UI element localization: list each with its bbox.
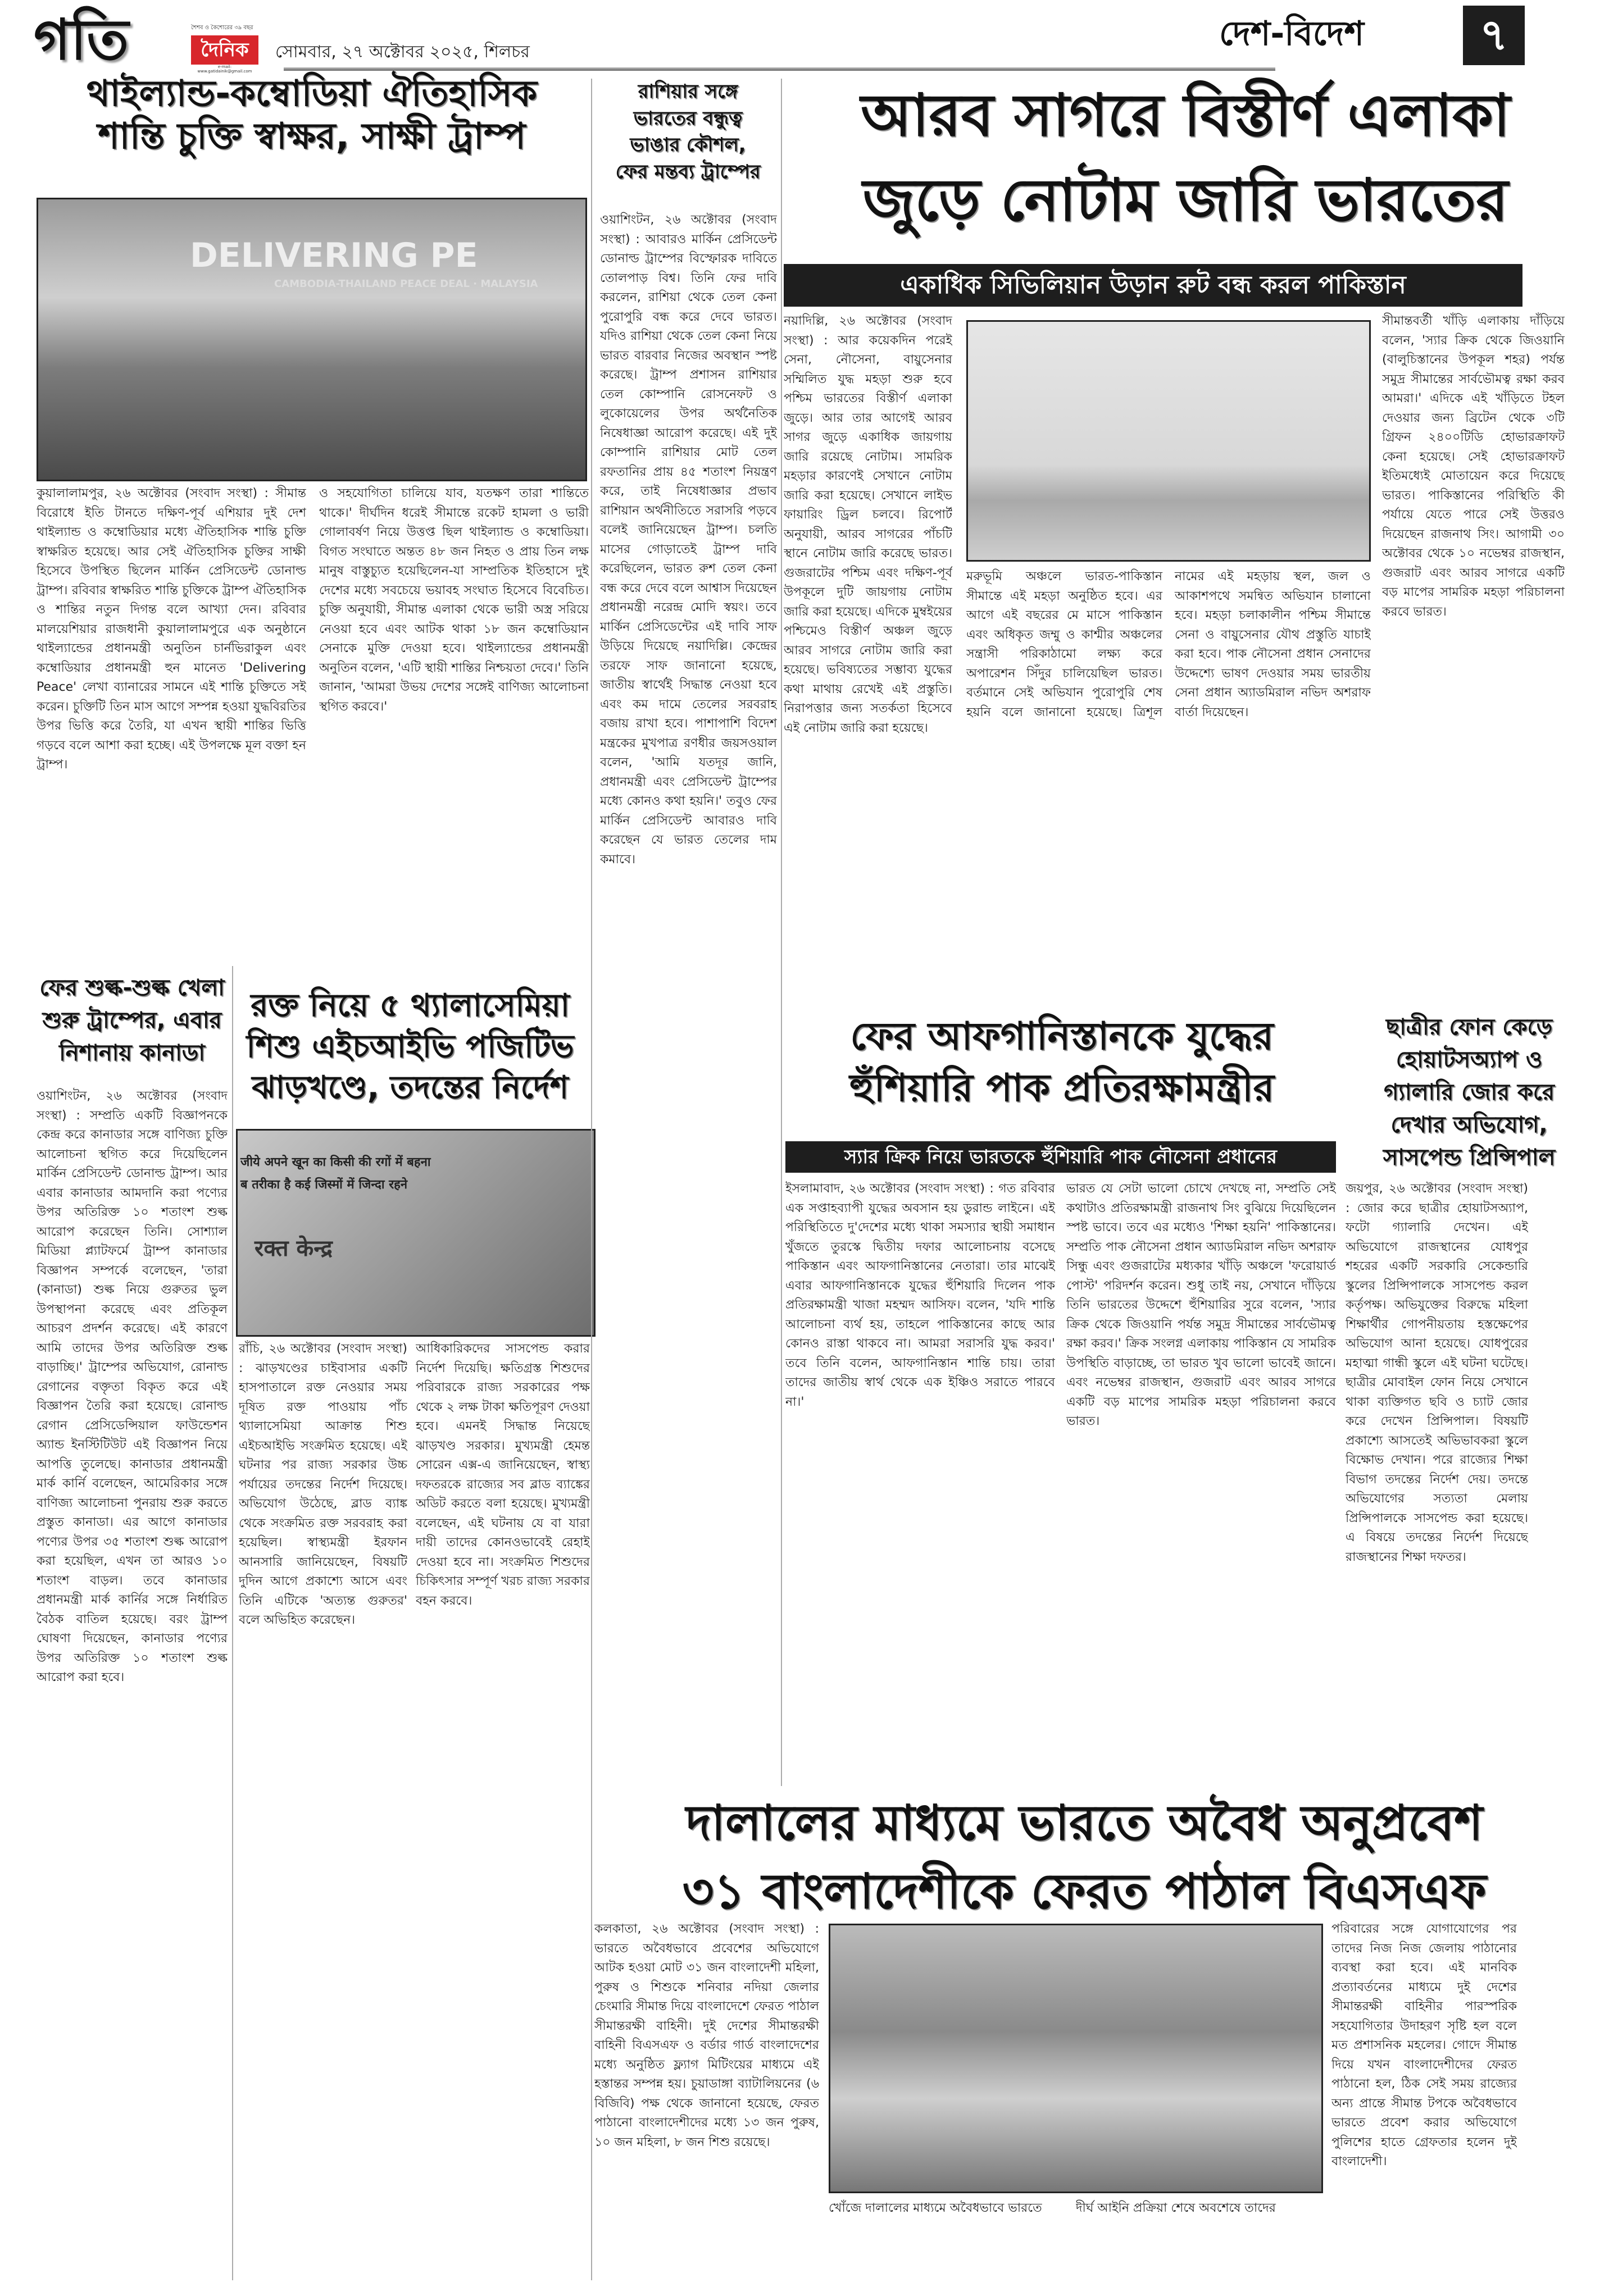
page-number: ৭ [1463, 6, 1525, 65]
article-body-column: ওয়াশিংটন, ২৬ অক্টোবর (সংবাদ সংস্থা) : আবারও মার্কিন প্রেসিডেন্ট ডোনাল্ড ট্রাম্পের বিস্ফোরক দাবিতে তোলপাড় বিশ্ব। তিনি ফের দাবি করলেন, রাশিয়া থেকে তেল কেনা পুরোপুরি বন্ধ করে দেবে ভারত। যদিও রাশিয়া থেকে তেল কেনা নিয়ে ভারত বারবার নিজের অবস্থান স্পষ্ট করেছে। ট্রাম্প প্রশাসন রাশিয়ার তেল কোম্পানি রোসনেফট ও লুকোয়েলের উপর অর্থনৈতিক নিষেধাজ্ঞা আরোপ করেছে। এই দুই কোম্পানি রাশিয়ার মোট তেল রফতানির প্রায় ৪৫ শতাংশ নিয়ন্ত্রণ করে, তাই নিষেধাজ্ঞার প্রভাব রাশিয়ান অর্থনীতিতে সরাসরি পড়বে বলেই জানিয়েছেন ট্রাম্প। চলতি মাসের গোড়াতেই ট্রাম্প দাবি করেছিলেন, ভারত রুশ তেল কেনা বন্ধ করে দেবে বলে আশ্বাস দিয়েছেন প্রধানমন্ত্রী নরেন্দ্র মোদি স্বয়ং। তবে মার্কিন প্রেসিডেন্টের এই দাবি সাফ উড়িয়ে দিয়েছে নয়াদিল্লি। কেন্দ্রের তরফে সাফ জানানো হয়েছে, জাতীয় স্বার্থেই সিদ্ধান্ত নেওয়া হবে এবং কম দামে তেলের সরবরাহ বজায় রাখা হবে। পাশাপাশি বিদেশ মন্ত্রকের মুখপাত্র রণধীর জয়সওয়াল বলেন, 'আমি যতদূর জানি, প্রধানমন্ত্রী এবং প্রেসিডেন্ট ট্রাম্পের মধ্যে কোনও কথা হয়নি।' তবুও ফের মার্কিন প্রেসিডেন্ট আবারও দাবি করেছেন যে ভারত তেলের দাম কমাবে। [600, 213, 777, 867]
article-body-column: নয়াদিল্লি, ২৬ অক্টোবর (সংবাদ সংস্থা) : আর কয়েকদিন পরেই সেনা, নৌসেনা, বায়ুসেনার সম্মিলিত যুদ্ধ মহড়া শুরু হবে পশ্চিম ভারতের বিস্তীর্ণ এলাকা জুড়ে। আর তার আগেই আরব সাগর জুড়ে একাধিক জায়গায় জারি রয়েছে নোটাম। সামরিক মহড়ার কারণেই সেখানে নোটাম জারি করা হয়েছে। সেখানে লাইভ ফায়ারিং ড্রিল চলবে। রিপোর্ট অনুযায়ী, আরব সাগরের পাঁচটি স্থানে নোটাম জারি করেছে ভারত। গুজরাটের পশ্চিম এবং দক্ষিণ-পূর্ব উপকূলে দুটি জায়গায় নোটাম জারি করা হয়েছে। এদিকে মুম্বইয়ের পশ্চিমেও বিস্তীর্ণ অঞ্চল জুড়ে আরব সাগরে নোটাম জারি করা হয়েছে। ভবিষ্যতের সম্ভাব্য যুদ্ধের কথা মাথায় রেখেই এই প্রস্তুতি। নিরাপত্তার জন্য সতর্কতা হিসেবে এই নোটাম জারি করা হয়েছে। [784, 314, 952, 735]
headline-line: শান্তি চুক্তি স্বাক্ষর, সাক্ষী ট্রাম্প [98, 115, 526, 157]
brand-tagline: শৈশব ও কৈশোরের ৩৯ বছর [191, 25, 253, 31]
headline-line: আরব সাগরে বিস্তীর্ণ এলাকা [861, 81, 1510, 149]
newspaper-logo: গতি [34, 6, 129, 72]
photo-missile-launch [966, 320, 1371, 562]
article-body-column: সীমান্তবর্তী খাঁড়ি এলাকায় দাঁড়িয়ে বলেন, 'স্যার ক্রিক থেকে জিওয়ানি (বালুচিস্তানের উপকূল শহর) পর্যন্ত সমুদ্র সীমান্তের সার্বভৌমত্ব রক্ষা করব আমরা।' এদিকে এই খাঁড়িতে টহল দেওয়ার জন্য ব্রিটেন থেকে ৩টি গ্রিফন ২৪০০টিডি হোভারক্রাফট কেনা হয়েছে। সেই হোভারক্রাফট ইতিমধ্যেই মোতায়েন করে দিয়েছে ভারত। পাকিস্তানের পরিস্থিতি কী পর্যায়ে যেতে পারে সেই উত্তরও দিয়েছেন রাজনাথ সিং। আগামী ৩০ অক্টোবর থেকে ১০ নভেম্বর রাজস্থান, গুজরাট এবং আরব সাগরে একটি বড় মাপের সামরিক মহড়া পরিচালনা করবে ভারত। [1382, 314, 1565, 619]
headline-line: রাশিয়ার সঙ্গে [638, 80, 738, 103]
headline-notam [784, 73, 1587, 243]
headline-line: শুরু ট্রাম্পের, এবার [42, 1008, 222, 1033]
section-title: দেশ-বিদেশ [1219, 14, 1364, 53]
headline-line: ফের শুল্ক-শুল্ক খেলা [39, 975, 225, 1001]
headline-principal [1346, 1011, 1593, 1174]
headline-line: ফের আফগানিস্তানকে যুদ্ধের [850, 1014, 1274, 1059]
dateline: সোমবার, ২৭ অক্টোবর ২০২৫, শিলচর [275, 42, 530, 62]
photo-blood-centre [236, 1129, 596, 1337]
headline-afghanistan [784, 1011, 1340, 1114]
headline-thalassemia [236, 986, 584, 1108]
headline-line: দেখার অভিযোগ, [1390, 1112, 1548, 1138]
headline-line: হুঁশিয়ারি পাক প্রতিরক্ষামন্ত্রীর [849, 1065, 1274, 1110]
photo-bsf-handover [829, 1924, 1323, 2193]
photo-banner-subtext: CAMBODIA-THAILAND PEACE DEAL · MALAYSIA [274, 278, 538, 290]
headline-line: ছাত্রীর ফোন কেড়ে [1385, 1014, 1553, 1040]
article-body-column: কুয়ালালামপুর, ২৬ অক্টোবর (সংবাদ সংস্থা) : সীমান্ত বিরোধে ইতি টানতে দক্ষিণ-পূর্ব এশিয়ার দুই দেশ থাইল্যান্ড ও কম্বোডিয়ার মধ্যে ঐতিহাসিক শান্তি চুক্তি স্বাক্ষরিত হয়েছে। আর সেই ঐতিহাসিক চুক্তির সাক্ষী হিসেবে উপস্থিত ছিলেন মার্কিন প্রেসিডেন্ট ডোনাল্ড ট্রাম্প। রবিবার স্বাক্ষরিত শান্তি চুক্তিকে ট্রাম্প ঐতিহাসিক ও শান্তির নতুন দিগন্ত বলে আখ্যা দেন। রবিবার মালয়েশিয়ার রাজধানী কুয়ালালামপুরে এক অনুষ্ঠানে থাইল্যান্ডের প্রধানমন্ত্রী অনুতিন চার্নভিরাকুল এবং কম্বোডিয়ার প্রধানমন্ত্রী হুন মানেত 'Delivering Peace' লেখা ব্যানারের সামনে এই শান্তি চুক্তিতে সই করেন। চুক্তিটি তিন মাস আগে সম্পন্ন হওয়া যুদ্ধবিরতির উপর ভিত্তি করে তৈরি, যা এখন স্থায়ী শান্তির ভিত্তি গড়বে বলে আশা করা হচ্ছে। এই উপলক্ষে মূল বক্তা হন ট্রাম্প। [37, 486, 306, 772]
article-body-column: ও সহযোগিতা চালিয়ে যাব, যতক্ষণ তারা শান্তিতে থাকে।' দীর্ঘদিন ধরেই সীমান্তে রকেট হামলা ও ভারী গোলাবর্ষণ নিয়ে উত্তপ্ত ছিল থাইল্যান্ড ও কম্বোডিয়া। বিগত সংঘাতে অন্তত ৪৮ জন নিহত ও প্রায় তিন লক্ষ মানুষ বাস্তুচ্যুত হয়েছিলেন-যা সাম্প্রতিক ইতিহাসে দুই দেশের মধ্যে সবচেয়ে ভয়াবহ সংঘাত হিসেবে বিবেচিত। চুক্তি অনুযায়ী, সীমান্ত এলাকা থেকে ভারী অস্ত্র সরিয়ে নেওয়া হবে এবং আটক থাকা ১৮ জন কম্বোডিয়ান সেনাকে মুক্তি দেওয়া হবে। থাইল্যান্ডের প্রধানমন্ত্রী অনুতিন বলেন, 'এটি স্থায়ী শান্তির নিশ্চয়তা দেবে।' তিনি জানান, 'আমরা উভয় দেশের সঙ্গেই বাণিজ্য আলোচনা স্থগিত করবে।' [319, 486, 589, 714]
article-body-column: রাঁচি, ২৬ অক্টোবর (সংবাদ সংস্থা) : ঝাড়খণ্ডের চাইবাসার একটি হাসপাতালে রক্ত নেওয়ার সময় দূষিত রক্ত পাওয়ায় পাঁচ থ্যালাসেমিয়া আক্রান্ত শিশু এইচআইভি সংক্রমিত হয়েছে। এই ঘটনার পর রাজ্য সরকার উচ্চ পর্যায়ের তদন্তের নির্দেশ দিয়েছে। অভিযোগ উঠেছে, ব্লাড ব্যাঙ্ক থেকে সংক্রমিত রক্ত সরবরাহ করা হয়েছিল। স্বাস্থ্যমন্ত্রী ইরফান আনসারি জানিয়েছেন, বিষয়টি দুদিন আগে প্রকাশ্যে আসে এবং তিনি এটিকে 'অত্যন্ত গুরুতর' বলে অভিহিত করেছেন। [239, 1342, 407, 1627]
headline-line: ঝাড়খণ্ডে, তদন্তের নির্দেশ [252, 1069, 569, 1106]
photo-banner-text: DELIVERING PE [190, 236, 478, 275]
headline-line: রক্ত নিয়ে ৫ থ্যালাসেমিয়া [251, 987, 570, 1024]
photo-caption: দীর্ঘ আইনি প্রক্রিয়া শেষে অবশেষে তাদের [1076, 2201, 1276, 2215]
headline-tariff-canada [31, 972, 233, 1069]
headline-line: ভাঙার কৌশল, [630, 134, 746, 157]
article-body-column: আধিকারিকদের সাসপেন্ড করার নির্দেশ দিয়েছি। ক্ষতিগ্রস্ত শিশুদের পরিবারকে রাজ্য সরকারের পক্ষ থেকে ২ লক্ষ টাকা ক্ষতিপূরণ দেওয়া হবে। এমনই সিদ্ধান্ত নিয়েছে ঝাড়খণ্ড সরকার। মুখ্যমন্ত্রী হেমন্ত সোরেন এক্স-এ জানিয়েছেন, স্বাস্থ্য দফতরকে রাজ্যের সব ব্লাড ব্যাঙ্কের অডিট করতে বলা হয়েছে। মুখ্যমন্ত্রী বলেছেন, এই ঘটনায় যে বা যারা দায়ী তাদের কোনওভাবেই রেহাই দেওয়া হবে না। সংক্রমিত শিশুদের চিকিৎসার সম্পূর্ণ খরচ রাজ্য সরকার বহন করবে। [416, 1342, 590, 1608]
headline-line: গ্যালারি জোর করে [1384, 1079, 1555, 1105]
article-body-column: ওয়াশিংটন, ২৬ অক্টোবর (সংবাদ সংস্থা) : সম্প্রতি একটি বিজ্ঞাপনকে কেন্দ্র করে কানাডার সঙ্গে বাণিজ্য চুক্তি আলোচনা স্থগিত করে দিয়েছিলেন মার্কিন প্রেসিডেন্ট ডোনাল্ড ট্রাম্প। আর এবার কানাডার আমদানি করা পণ্যের উপর অতিরিক্ত ১০ শতাংশ শুল্ক আরোপ করেছেন তিনি। সোশ্যাল মিডিয়া প্ল্যাটফর্মে ট্রাম্প কানাডার বিজ্ঞাপন সম্পর্কে বলেছেন, 'তারা (কানাডা) শুল্ক নিয়ে গুরুতর ভুল উপস্থাপনা করেছে এবং প্রতিকূল আচরণ প্রদর্শন করেছে। এই কারণে আমি তাদের উপর অতিরিক্ত শুল্ক বাড়াচ্ছি।' ট্রাম্পের অভিযোগ, রোনাল্ড রেগানের বক্তৃতা বিকৃত করে এই বিজ্ঞাপন তৈরি করা হয়েছে। রোনাল্ড রেগান প্রেসিডেন্সিয়াল ফাউন্ডেশন অ্যান্ড ইনস্টিটিউট এই বিজ্ঞাপন নিয়ে আপত্তি তুলেছে। কানাডার প্রধানমন্ত্রী মার্ক কার্নি বলেছেন, আমেরিকার সঙ্গে বাণিজ্য আলোচনা পুনরায় শুরু করতে প্রস্তুত কানাডা। এর আগে কানাডার পণ্যের উপর ৩৫ শতাংশ শুল্ক আরোপ করা হয়েছিল, এখন তা আরও ১০ শতাংশ বাড়ল। তবে কানাডার প্রধানমন্ত্রী মার্ক কার্নির সঙ্গে নির্ধারিত বৈঠক বাতিল হয়েছে। বরং ট্রাম্প ঘোষণা দিয়েছেন, কানাডার পণ্যের উপর অতিরিক্ত ১০ শতাংশ শুল্ক আরোপ করা হবে। [37, 1089, 228, 1684]
article-body-column: জয়পুর, ২৬ অক্টোবর (সংবাদ সংস্থা) : জোর করে ছাত্রীর হোয়াটসঅ্যাপ, ফটো গ্যালারি দেখেন। এই অভিযোগে রাজস্থানের যোধপুর শহরের একটি সরকারি সেকেন্ডারি স্কুলের প্রিন্সিপালকে সাসপেন্ড করল কর্তৃপক্ষ। অভিযুক্তের বিরুদ্ধে মহিলা শিক্ষার্থীর গোপনীয়তায় হস্তক্ষেপের অভিযোগ আনা হয়েছে। যোধপুরের মহাত্মা গান্ধী স্কুলে এই ঘটনা ঘটেছে। ছাত্রীর মোবাইল ফোন নিয়ে সেখানে থাকা ব্যক্তিগত ছবি ও চ্যাট জোর করে দেখেন প্রিন্সিপাল। বিষয়টি প্রকাশ্যে আসতেই অভিভাবকরা স্কুলে বিক্ষোভ দেখান। পরে রাজ্যের শিক্ষা বিভাগ তদন্তের নির্দেশ দেয়। তদন্তে অভিযোগের সত্যতা মেলায় প্রিন্সিপালকে সাসপেন্ড করা হয়েছে। এ বিষয়ে তদন্তের নির্দেশ দিয়েছে রাজস্থানের শিক্ষা দফতর। [1346, 1182, 1528, 1564]
headline-line: দালালের মাধ্যমে ভারতে অবৈধ অনুপ্রবেশ [685, 1795, 1483, 1851]
headline-line: নিশানায় কানাডা [59, 1040, 205, 1066]
headline-line: ফের মন্তব্য ট্রাম্পের [615, 160, 761, 183]
photo-peace-deal [37, 198, 587, 481]
headline-line: শিশু এইচআইভি পজিটিভ [246, 1028, 574, 1065]
article-body-column: ইসলামাবাদ, ২৬ অক্টোবর (সংবাদ সংস্থা) : গত রবিবার এক সপ্তাহব্যাপী যুদ্ধের অবসান হয় ডুরান্ড লাইনে। এই পরিস্থিতিতে দু'দেশের মধ্যে থাকা সমস্যার স্থায়ী সমাধান খুঁজতে তুরস্কে দ্বিতীয় দফার আলোচনায় বসেছে পাকিস্তান এবং আফগানিস্তানের নেতারা। তার মাঝেই এবার আফগানিস্তানকে যুদ্ধের হুঁশিয়ারি দিলেন পাক প্রতিরক্ষামন্ত্রী খাজা মহম্মদ আসিফ। বলেন, 'যদি শান্তি আলোচনা ব্যর্থ হয়, তাহলে পাকিস্তানের কাছে আর কোনও রাস্তা থাকবে না। আমরা সরাসরি যুদ্ধ করব।' তবে তিনি বলেন, আফগানিস্তান শান্তি চায়। তারা তাদের জাতীয় স্বার্থ থেকে এক ইঞ্চিও সরাতে পারবে না।' [785, 1182, 1055, 1409]
photo-banner-text: ब तरीका है कई जिस्मों में जिन्दा रहने [240, 1178, 408, 1192]
headline-thailand-cambodia [34, 73, 590, 158]
headline-line: ভারতের বন্ধুত্ব [633, 107, 743, 130]
headline-line: ৩১ বাংলাদেশীকে ফেরত পাঠাল বিএসএফ [682, 1864, 1487, 1920]
brand-email: e-mail: www.gatidainik@gmail.com [197, 65, 252, 74]
subheadline-sir-creek: স্যার ক্রিক নিয়ে ভারতকে হুঁশিয়ারি পাক নৌসেনা প্রধানের [785, 1141, 1336, 1173]
column-divider [232, 966, 233, 2280]
column-divider [781, 79, 782, 1786]
article-body-column: ভারত যে সেটা ভালো চোখে দেখছে না, সম্প্রতি সেই কথাটাও প্রতিরক্ষামন্ত্রী রাজনাথ সিং বুঝিয়ে দিয়েছিলেন স্পষ্ট ভাবে। তবে এর মধ্যেও 'শিক্ষা হয়নি' পাকিস্তানের। সম্প্রতি পাক নৌসেনা প্রধান অ্যাডমিরাল নভিদ অশরাফ সিন্ধু এবং গুজরাটের মধ্যকার খাঁড়ি অঞ্চলে 'ফরোয়ার্ড পোস্ট' পরিদর্শন করেন। শুধু তাই নয়, সেখানে দাঁড়িয়ে তিনি ভারতের উদ্দেশে হুঁশিয়ারির সুরে বলেন, 'স্যার ক্রিক থেকে জিওয়ানি পর্যন্ত সমুদ্র সীমান্তের সার্বভৌমত্ব রক্ষা করব।' ক্রিক সংলগ্ন এলাকায় পাকিস্তান যে সামরিক উপস্থিতি বাড়াচ্ছে, তা ভারত খুব ভালো ভাবেই জানে। এবং নভেম্বর রাজস্থান, গুজরাট এবং আরব সাগরে একটি বড় মাপের সামরিক মহড়া পরিচালনা করবে ভারত। [1066, 1182, 1336, 1428]
masthead-rule [284, 67, 1275, 71]
headline-line: থাইল্যান্ড-কম্বোডিয়া ঐতিহাসিক [87, 73, 537, 115]
column-divider [591, 79, 592, 2280]
article-body-column: কলকাতা, ২৬ অক্টোবর (সংবাদ সংস্থা) : ভারতে অবৈধভাবে প্রবেশের অভিযোগে আটক হওয়া মোট ৩১ জন বাংলাদেশী মহিলা, পুরুষ ও শিশুকে শনিবার নদিয়া জেলার চেংমারি সীমান্ত দিয়ে বাংলাদেশে ফেরত পাঠাল সীমান্তরক্ষী বাহিনী। দুই দেশের সীমান্তরক্ষী বাহিনী বিএসএফ ও বর্ডার গার্ড বাংলাদেশের মধ্যে অনুষ্ঠিত ফ্ল্যাগ মিটিংয়ের মাধ্যমে এই হস্তান্তর সম্পন্ন হয়। চুয়াডাঙ্গা ব্যাটালিয়নের (৬ বিজিবি) পক্ষ থেকে জানানো হয়েছে, ফেরত পাঠানো বাংলাদেশীদের মধ্যে ১৩ জন পুরুষ, ১০ জন মহিলা, ৮ জন শিশু রয়েছে। [594, 1922, 819, 2149]
article-body-column: মরুভূমি অঞ্চলে ভারত-পাকিস্তান সীমান্তে এই মহড়া অনুষ্ঠিত হবে। এর আগে এই বছরের মে মাসে পাকিস্তান এবং অধিকৃত জম্মু ও কাশ্মীর অঞ্চলের সন্ত্রাসী পরিকাঠামো লক্ষ্য করে অপারেশন সিঁদুর চালিয়েছিল ভারত। বর্তমানে সেই অভিযান পুরোপুরি শেষ হয়নি বলে জানানো হয়েছে। ত্রিশূল নামের এই মহড়ায় স্থল, জল ও আকাশপথে সমন্বিত অভিযান চালানো হবে। মহড়া চলাকালীন পশ্চিম সীমান্তে সেনা ও বায়ুসেনার যৌথ প্রস্তুতি যাচাই করা হবে। পাক নৌসেনা প্রধান সেনাদের উদ্দেশ্যে ভাষণ দেওয়ার সময় ভারতীয় সেনা প্রধান অ্যাডমিরাল নভিদ অশরাফ বার্তা দিয়েছেন। [966, 570, 1371, 719]
headline-line: সাসপেন্ড প্রিন্সিপাল [1383, 1145, 1556, 1170]
headline-line: হোয়াটসঅ্যাপ ও [1396, 1047, 1543, 1073]
article-body-column: পরিবারের সঙ্গে যোগাযোগের পর তাদের নিজ নিজ জেলায় পাঠানোর ব্যবস্থা করা হবে। এই মানবিক প্রত্যাবর্তনের মাধ্যমে দুই দেশের সীমান্তরক্ষী বাহিনীর পারস্পরিক সহযোগিতার উদাহরণ সৃষ্টি হল বলে মত প্রশাসনিক মহলের। গোদে সীমান্ত দিয়ে যখন বাংলাদেশীদের ফেরত পাঠানো হল, ঠিক সেই সময় রাজ্যের অন্য প্রান্তে সীমান্ত টপকে অবৈধভাবে ভারতে প্রবেশ করার অভিযোগে পুলিশের হাতে গ্রেফতার হলেন দুই বাংলাদেশী। [1331, 1922, 1517, 2169]
subheadline-notam: একাধিক সিভিলিয়ান উড়ান রুট বন্ধ করল পাকিস্তান [784, 264, 1522, 307]
headline-russia-india [597, 79, 779, 185]
headline-bsf [581, 1789, 1587, 1926]
headline-line: জুড়ে নোটাম জারি ভারতের [862, 165, 1508, 234]
brand-box [191, 24, 258, 74]
photo-banner-text: जीये अपने खून का किसी की रगों में बहना [240, 1155, 431, 1169]
photo-sign-text: रक्त केन्द्र [254, 1236, 333, 1261]
photo-caption: খোঁজে দালালের মাধ্যমে অবৈধভাবে ভারতে [829, 2201, 1042, 2215]
brand-name: দৈনিক [191, 35, 258, 65]
